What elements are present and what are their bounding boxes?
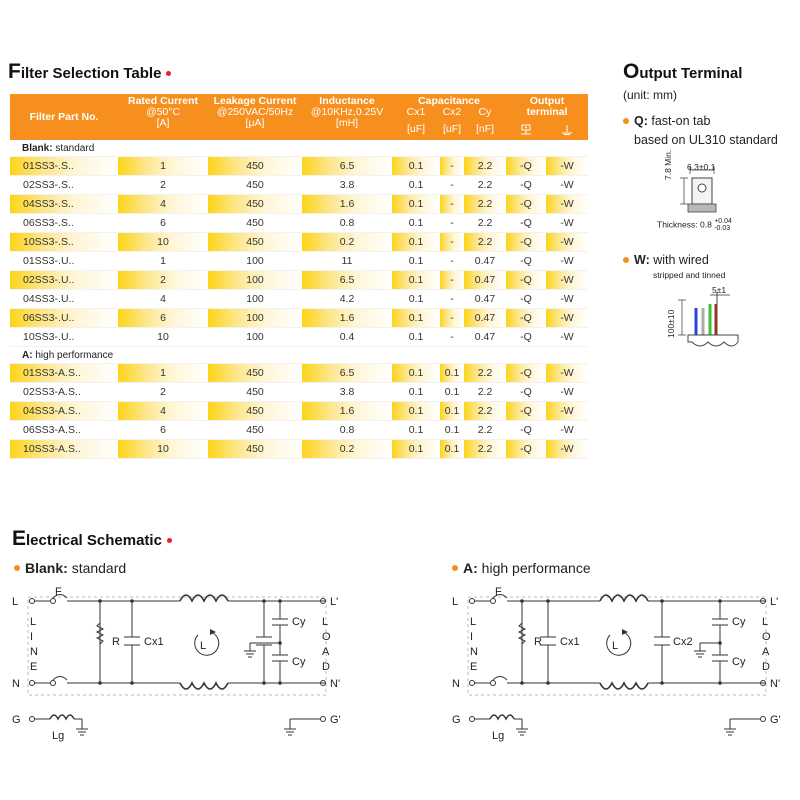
col-leakage-label: Leakage Current [213, 95, 297, 107]
table-row [10, 421, 588, 440]
line-vertical-letter: E [470, 661, 478, 673]
table-row [10, 271, 588, 290]
cell-w: -W [546, 309, 588, 328]
cell-inductance: 0.8 [302, 421, 392, 440]
col-output-sub: terminal [526, 106, 568, 118]
line-l-label: L [452, 596, 459, 608]
col-capacitance-label: Capacitance [418, 95, 480, 107]
cell-cx1: 0.1 [392, 195, 440, 214]
cell-q: -Q [506, 157, 546, 176]
inductor-l-label: L [200, 640, 207, 652]
cell-cy: 2.2 [464, 233, 506, 252]
cell-cx2: - [440, 252, 464, 271]
cell-inductance: 6.5 [302, 271, 392, 290]
cell-w: -W [546, 233, 588, 252]
cell-cy: 2.2 [464, 440, 506, 459]
group-code: A: [22, 349, 33, 361]
cell-leakage: 450 [208, 402, 302, 421]
orange-bullet-icon [623, 118, 629, 124]
cell-cx2: - [440, 271, 464, 290]
cell-q: -Q [506, 421, 546, 440]
cell-inductance: 0.4 [302, 328, 392, 347]
cell-cx1: 0.1 [392, 290, 440, 309]
cell-q: -Q [506, 195, 546, 214]
cell-w: -W [546, 383, 588, 402]
line-vertical-letter: I [470, 631, 474, 643]
cell-q: -Q [506, 328, 546, 347]
red-dot-icon [166, 71, 171, 76]
cell-cx2: - [440, 214, 464, 233]
col-inductance-unit: [mH] [335, 117, 359, 129]
cell-cx1: 0.1 [392, 214, 440, 233]
line-vertical-letter: N [30, 646, 38, 658]
group-code: Blank: [22, 142, 53, 154]
cell-cy: 0.47 [464, 290, 506, 309]
cell-current: 2 [118, 271, 208, 290]
cell-current: 1 [118, 364, 208, 383]
cell-inductance: 0.8 [302, 214, 392, 233]
cell-cx1: 0.1 [392, 383, 440, 402]
w-length-dim: 100±10 [666, 309, 676, 338]
line-l-label: L [12, 596, 19, 608]
col-inductance [302, 94, 392, 140]
cell-w: -W [546, 195, 588, 214]
col-output-label: Output [529, 95, 565, 107]
cell-cy: 0.47 [464, 328, 506, 347]
filter-selection-table [10, 94, 588, 459]
w-terminal-desc2: stripped and tinned [653, 270, 726, 280]
cell-inductance: 0.2 [302, 233, 392, 252]
filter-table-title [8, 60, 171, 84]
line-vertical-letter: N [470, 646, 478, 658]
table-group-row [10, 347, 588, 364]
w-terminal-heading [623, 253, 709, 267]
col-cx2-unit: [uF] [440, 124, 464, 140]
cell-cx1: 0.1 [392, 252, 440, 271]
load-vertical-letter: L [322, 616, 329, 628]
cell-inductance: 3.8 [302, 383, 392, 402]
table-row [10, 157, 588, 176]
cell-w: -W [546, 402, 588, 421]
line-vertical-letter: I [30, 631, 34, 643]
load-vertical-letter: O [762, 631, 771, 643]
q-code: Q: [634, 114, 648, 128]
cell-part: 10SS3-A.S.. [10, 440, 118, 459]
cell-cy: 2.2 [464, 364, 506, 383]
q-terminal-heading [623, 114, 710, 128]
cell-q: -Q [506, 402, 546, 421]
q-tol-plus: +0.04 [714, 218, 732, 225]
col-rated-current-unit: [A] [156, 117, 170, 129]
cell-part: 01SS3-.U.. [10, 252, 118, 271]
blank-code: Blank: [25, 560, 68, 576]
cell-cx2: - [440, 290, 464, 309]
table-row [10, 402, 588, 421]
line-vertical-letter: L [30, 616, 37, 628]
cy-lower-label: Cy [732, 656, 746, 668]
table-row [10, 214, 588, 233]
load-vertical-letter: D [322, 661, 330, 673]
cell-cx1: 0.1 [392, 402, 440, 421]
col-leakage-unit: [μA] [245, 117, 265, 129]
ground-g-out-label: G' [330, 714, 341, 726]
cell-part: 04SS3-.U.. [10, 290, 118, 309]
col-inductance-sub: @10KHz,0.25V [310, 106, 384, 118]
cell-w: -W [546, 421, 588, 440]
lg-label: Lg [52, 730, 65, 742]
table-row [10, 328, 588, 347]
cell-current: 6 [118, 309, 208, 328]
a-code: A: [463, 560, 478, 576]
w-desc: with wired [653, 253, 709, 267]
col-cy-label: Cy [478, 106, 492, 118]
title-initial: F [8, 60, 21, 83]
table-row [10, 233, 588, 252]
cell-cx2: - [440, 195, 464, 214]
cell-w: -W [546, 176, 588, 195]
load-n-label: N' [330, 678, 341, 690]
q-tol-minus: -0.03 [714, 225, 731, 232]
cell-q: -Q [506, 214, 546, 233]
inductor-l-label: L [612, 640, 619, 652]
cell-current: 2 [118, 176, 208, 195]
cell-inductance: 3.8 [302, 176, 392, 195]
table-row [10, 309, 588, 328]
cell-cy: 2.2 [464, 157, 506, 176]
load-vertical-letter: O [322, 631, 331, 643]
cell-leakage: 100 [208, 271, 302, 290]
q-desc: fast-on tab [651, 114, 711, 128]
orange-bullet-icon [452, 565, 458, 571]
cell-w: -W [546, 157, 588, 176]
w-strip-dim: 5±1 [712, 285, 727, 295]
cx1-label: Cx1 [144, 636, 164, 648]
w-code: W: [634, 253, 650, 267]
cell-cx2: - [440, 176, 464, 195]
cell-cx1: 0.1 [392, 176, 440, 195]
cell-leakage: 450 [208, 421, 302, 440]
cell-part: 04SS3-A.S.. [10, 402, 118, 421]
schematic-blank-heading [14, 560, 126, 576]
cell-w: -W [546, 252, 588, 271]
cell-inductance: 1.6 [302, 402, 392, 421]
cell-leakage: 100 [208, 309, 302, 328]
cell-cx1: 0.1 [392, 309, 440, 328]
line-n-label: N [452, 678, 460, 690]
cell-q: -Q [506, 309, 546, 328]
cy-upper-label: Cy [292, 616, 306, 628]
col-leakage-sub: @250VAC/50Hz [216, 106, 294, 118]
cell-leakage: 450 [208, 440, 302, 459]
cell-inductance: 6.5 [302, 157, 392, 176]
cy-upper-label: Cy [732, 616, 746, 628]
ground-g-out-label: G' [770, 714, 781, 726]
cell-cy: 0.47 [464, 252, 506, 271]
line-vertical-letter: E [30, 661, 38, 673]
cell-cx2: 0.1 [440, 440, 464, 459]
cell-inductance: 1.6 [302, 195, 392, 214]
orange-bullet-icon [623, 257, 629, 263]
cell-current: 10 [118, 328, 208, 347]
col-output [506, 94, 588, 124]
resistor-r-label: R [112, 636, 120, 648]
table-row [10, 364, 588, 383]
group-desc: standard [55, 142, 95, 154]
title-initial: E [12, 527, 27, 550]
cell-leakage: 450 [208, 364, 302, 383]
line-n-label: N [12, 678, 20, 690]
load-l-label: L' [330, 596, 339, 608]
col-rated-current-label: Rated Current [127, 95, 198, 107]
cell-q: -Q [506, 252, 546, 271]
cell-cx2: 0.1 [440, 421, 464, 440]
cell-part: 02SS3-.S.. [10, 176, 118, 195]
cell-part: 06SS3-.S.. [10, 214, 118, 233]
cell-cx1: 0.1 [392, 440, 440, 459]
ground-g-label: G [12, 714, 21, 726]
a-desc: high performance [481, 560, 591, 576]
cell-leakage: 100 [208, 328, 302, 347]
table-group-row [10, 140, 588, 157]
load-vertical-letter: A [762, 646, 770, 658]
cell-current: 4 [118, 195, 208, 214]
cell-cx1: 0.1 [392, 421, 440, 440]
group-label [10, 140, 588, 157]
cell-cx1: 0.1 [392, 271, 440, 290]
col-rated-current-sub: @50°C [145, 106, 181, 118]
cell-part: 04SS3-.S.. [10, 195, 118, 214]
table-row [10, 440, 588, 459]
load-n-label: N' [770, 678, 781, 690]
cell-cy: 0.47 [464, 271, 506, 290]
title-rest: lectrical Schematic [26, 532, 162, 549]
cell-q: -Q [506, 383, 546, 402]
cell-cx1: 0.1 [392, 364, 440, 383]
cell-cx1: 0.1 [392, 233, 440, 252]
cell-inductance: 11 [302, 252, 392, 271]
cell-q: -Q [506, 271, 546, 290]
schematic-title [12, 527, 172, 551]
cell-current: 6 [118, 214, 208, 233]
cell-part: 02SS3-.U.. [10, 271, 118, 290]
cell-current: 4 [118, 290, 208, 309]
cell-cx2: - [440, 233, 464, 252]
cell-cy: 0.47 [464, 309, 506, 328]
cell-leakage: 450 [208, 195, 302, 214]
col-cx2-label: Cx2 [442, 106, 462, 118]
cell-current: 2 [118, 383, 208, 402]
cell-leakage: 100 [208, 290, 302, 309]
cell-cx2: - [440, 157, 464, 176]
col-cy-unit: [nF] [464, 124, 506, 140]
table-row [10, 290, 588, 309]
red-dot-icon [167, 538, 172, 543]
cell-part: 01SS3-.S.. [10, 157, 118, 176]
filter-table-body [10, 140, 588, 459]
wire-terminal-icon [546, 124, 588, 140]
cell-w: -W [546, 290, 588, 309]
cell-current: 10 [118, 440, 208, 459]
cell-w: -W [546, 328, 588, 347]
cell-current: 10 [118, 233, 208, 252]
cell-current: 4 [118, 402, 208, 421]
table-row [10, 176, 588, 195]
cell-part: 10SS3-.U.. [10, 328, 118, 347]
title-rest: ilter Selection Table [20, 65, 162, 82]
cell-leakage: 450 [208, 383, 302, 402]
cell-cx2: 0.1 [440, 364, 464, 383]
load-vertical-letter: L [762, 616, 769, 628]
table-row [10, 195, 588, 214]
cell-cx2: 0.1 [440, 402, 464, 421]
group-label [10, 347, 588, 364]
cell-w: -W [546, 440, 588, 459]
cell-q: -Q [506, 176, 546, 195]
cell-leakage: 450 [208, 176, 302, 195]
cell-part: 06SS3-A.S.. [10, 421, 118, 440]
col-part: Filter Part No. [10, 94, 118, 140]
cx1-label: Cx1 [560, 636, 580, 648]
q-thickness-label: Thickness: 0.8 [657, 219, 712, 230]
cell-current: 1 [118, 157, 208, 176]
col-cx1-label: Cx1 [406, 106, 426, 118]
cell-leakage: 450 [208, 233, 302, 252]
table-row [10, 383, 588, 402]
cell-inductance: 1.6 [302, 309, 392, 328]
title-initial: O [623, 60, 640, 83]
col-inductance-label: Inductance [319, 95, 375, 107]
tab-terminal-icon [506, 124, 546, 140]
cell-q: -Q [506, 364, 546, 383]
cell-part: 02SS3-A.S.. [10, 383, 118, 402]
cell-current: 1 [118, 252, 208, 271]
cell-cx1: 0.1 [392, 157, 440, 176]
cell-cy: 2.2 [464, 176, 506, 195]
output-terminal-title [623, 60, 742, 84]
orange-bullet-icon [14, 565, 20, 571]
capacitance-subheads [392, 107, 506, 118]
line-vertical-letter: L [470, 616, 477, 628]
cell-cx1: 0.1 [392, 328, 440, 347]
cell-cy: 2.2 [464, 402, 506, 421]
title-rest: utput Terminal [639, 65, 743, 82]
cell-part: 01SS3-A.S.. [10, 364, 118, 383]
cell-leakage: 100 [208, 252, 302, 271]
q-width-dim: 6.3±0.1 [687, 162, 716, 172]
blank-desc: standard [71, 560, 127, 576]
cell-cy: 2.2 [464, 214, 506, 233]
resistor-r-label: R [534, 636, 542, 648]
cell-cx2: - [440, 328, 464, 347]
cell-w: -W [546, 271, 588, 290]
cell-q: -Q [506, 233, 546, 252]
cell-inductance: 4.2 [302, 290, 392, 309]
cy-lower-label: Cy [292, 656, 306, 668]
col-capacitance [392, 94, 506, 124]
output-terminal-unit: (unit: mm) [623, 88, 677, 102]
schematic-blank-diagram [10, 585, 350, 750]
fuse-f-label: F [55, 586, 62, 598]
cell-cy: 2.2 [464, 195, 506, 214]
cell-cy: 2.2 [464, 421, 506, 440]
cell-cx2: 0.1 [440, 383, 464, 402]
lg-label: Lg [492, 730, 505, 742]
cell-w: -W [546, 364, 588, 383]
fuse-f-label: F [495, 586, 502, 598]
cell-part: 06SS3-.U.. [10, 309, 118, 328]
cell-cy: 2.2 [464, 383, 506, 402]
q-length-dim: 7.8 Min. [663, 149, 673, 180]
ground-g-label: G [452, 714, 461, 726]
cx2-label: Cx2 [673, 636, 693, 648]
col-rated-current [118, 94, 208, 140]
cell-inductance: 6.5 [302, 364, 392, 383]
cell-q: -Q [506, 290, 546, 309]
cell-current: 6 [118, 421, 208, 440]
col-cx1-unit: [uF] [392, 124, 440, 140]
q-terminal-desc2: based on UL310 standard [634, 133, 778, 147]
cell-leakage: 450 [208, 157, 302, 176]
cell-q: -Q [506, 440, 546, 459]
load-vertical-letter: D [762, 661, 770, 673]
cell-part: 10SS3-.S.. [10, 233, 118, 252]
load-l-label: L' [770, 596, 779, 608]
load-vertical-letter: A [322, 646, 330, 658]
cell-w: -W [546, 214, 588, 233]
cell-leakage: 450 [208, 214, 302, 233]
q-thickness [657, 218, 732, 232]
cell-inductance: 0.2 [302, 440, 392, 459]
schematic-a-diagram [450, 585, 790, 750]
group-desc: high performance [35, 349, 114, 361]
col-leakage [208, 94, 302, 140]
table-row [10, 252, 588, 271]
schematic-a-heading [452, 560, 591, 576]
wired-terminal-drawing [672, 280, 752, 355]
cell-cx2: - [440, 309, 464, 328]
